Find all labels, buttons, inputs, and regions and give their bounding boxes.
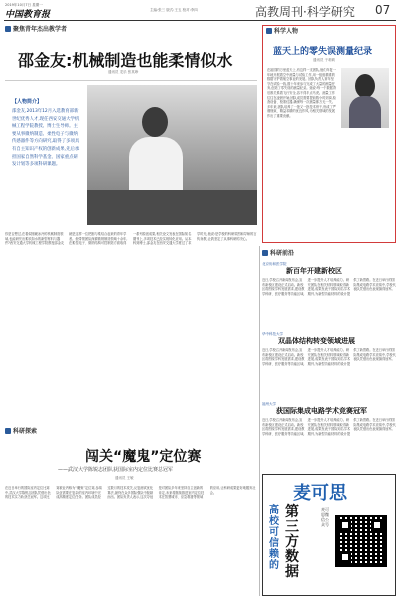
masthead-meta: 主编:张三 版式:王五 校对:李四 <box>150 8 198 12</box>
bottom-tag: 科研探索 <box>5 428 37 436</box>
portrait-icon <box>355 74 375 98</box>
ad-box <box>262 474 396 596</box>
lead-rule <box>5 80 257 81</box>
campus-school-2: 华中科技大学 <box>262 332 283 336</box>
lead-tag: 聚焦青年杰出教学者 <box>5 26 67 34</box>
bottom-body: 在近日举行的国际室内定位比赛中,武汉大学陈锐志团队凭借出色的技术实力斩获总冠军。这项比赛被业内称为“魔鬼”定位赛,参赛队伍需要在复杂的室内环境中完成高精度定位任务。团队成员经过数月的技术攻关,反复测试优化算法,最终在众多国际强队中脱颖而出。团队负责人表示,这次夺冠是对团队多年来坚持自主创新的肯定,未来将继续推进室内定位技术在智慧城市、应急救援等领域的应用,让科研成果更好地服务社会。 <box>5 486 256 500</box>
campus-school-1: 北京协和医学院 <box>262 262 287 266</box>
bottom-subtitle: ——武汉大学陈锐志团队获国际室内定位比赛总冠军 <box>58 467 174 473</box>
campus-body-3: 近日,学校召开新闻发布会,宣布新校区建设正式启动。新校区将围绕学科发展需求,建设教学科研、医疗服务等功能区域,进一步提升人才培养能力。研究团队在相关材料领域取得新进展,成果发表于国际知名学术期刊,为新型功能材料的设计提供了新思路。在近日举行的国际集成电路学术竞赛中,学校代表队凭借出色表现摘得冠军。 <box>262 418 396 436</box>
bottom-byline: 通讯员 王敏 <box>115 476 134 480</box>
campus-title-2: 双晶体结构转变领域进展 <box>278 337 355 345</box>
lead-photo <box>87 85 257 225</box>
ad-brand: 麦可思 <box>293 483 347 504</box>
feature-title: 蓝天上的零失误测量纪录 <box>273 47 373 57</box>
feature-body: 在祖国的万里蓝天上,有这样一支团队,他们年复一年地开展着空中测量与试验工作,用一组组精准的数据守护着航空事业的发展。团队负责人常年坚守在试验一线,数十年来参与完成了大量的测量任务,创造了零失误的测量纪录。她说:每一个数据背后都关系着飞行安全,容不得半点马虎。测量工作往往在凌晨开始,团队成员需要提前数小时到岗,检查设备、校准仪器,确保每一次测量都万无一失。多年来,团队培养了一批又一批技术骨干,形成了严谨细致、精益求精的优良作风,为相关领域的发展作出了重要贡献。 <box>267 68 337 118</box>
ad-qr-caption: 麦可思微信公众号 <box>321 507 329 527</box>
campus-school-3: 福州大学 <box>262 402 276 406</box>
newspaper-logo: 中国教育报 <box>5 10 51 20</box>
lead-title: 邵金友:机械制造也能柔情似水 <box>18 51 233 70</box>
lead-body: 你是否想过,在看似刚硬冰冷的机械制造领域,也能研究出柔软如水的新型材料与器件?西安交通大学机械工程学院教授邵金友就是这样一位把刚与柔结合起来的青年学者。他带领团队深耕微纳制造领域十余年,在柔性电子、微纳结构可控制造方面取得一系列原创成果,相关论文发表在国际知名期刊上,多项技术已经实现转化应用。从本科到博士,邵金友在西安交通大学度过了求学时光,他说:是学校的科研氛围和导师的言传身教,让我坚定了从事科研的决心。 <box>5 232 257 246</box>
section-title: 高教周刊·科学研究 <box>255 5 355 19</box>
campus-body-1: 近日,学校召开新闻发布会,宣布新校区建设正式启动。新校区将围绕学科发展需求,建设教学科研、医疗服务等功能区域,进一步提升人才培养能力。研究团队在相关材料领域取得新进展,成果发表于国际知名学术期刊,为新型功能材料的设计提供了新思路。在近日举行的国际集成电路学术竞赛中,学校代表队凭借出色表现摘得冠军。 <box>262 278 396 296</box>
column-divider <box>259 246 260 596</box>
ad-line2: 第三方数据 <box>285 504 299 580</box>
campus-title-1: 新百年开建新校区 <box>286 267 342 275</box>
feature-box <box>262 25 396 243</box>
photo-figure-icon <box>142 107 168 137</box>
lead-byline: 通讯员 龙乐 张其珍 <box>108 70 139 74</box>
campus-body-2: 近日,学校召开新闻发布会,宣布新校区建设正式启动。新校区将围绕学科发展需求,建设教学科研、医疗服务等功能区域,进一步提升人才培养能力。研究团队在相关材料领域取得新进展,成果发表于国际知名学术期刊,为新型功能材料的设计提供了新思路。在近日举行的国际集成电路学术竞赛中,学校代表队凭借出色表现摘得冠军。 <box>262 348 396 366</box>
lead-intro: 邵金友,2013年12月入选教育部新世纪优秀人才,现任西安交通大学机械工程学院教授、博士生导师。主要从事微纳制造、柔性电子与微纳传感器件等方向研究,取得了多项具有自主知识产权的创新成果,先后承担国家自然科学基金、国家重点研发计划等多项科研课题。 <box>12 109 80 168</box>
feature-byline: 通讯员 于莉莉 <box>313 58 336 62</box>
feature-tag: 科学人物 <box>266 28 298 36</box>
masthead-date: 2019年10月7日 星期一 <box>5 3 43 7</box>
bottom-title: 闯关“魔鬼”定位赛 <box>85 449 202 465</box>
feature-photo <box>341 68 389 128</box>
masthead <box>0 0 400 22</box>
qr-code-icon <box>335 515 387 567</box>
masthead-rule <box>4 20 396 21</box>
campus-title-3: 获国际集成电路学术竞赛冠军 <box>276 407 367 415</box>
lead-intro-label: 【人物简介】 <box>12 99 43 105</box>
ad-line1: 高校可信赖的 <box>269 505 279 571</box>
campus-tag: 科研前沿 <box>262 250 294 258</box>
page-number: 07 <box>375 3 391 17</box>
